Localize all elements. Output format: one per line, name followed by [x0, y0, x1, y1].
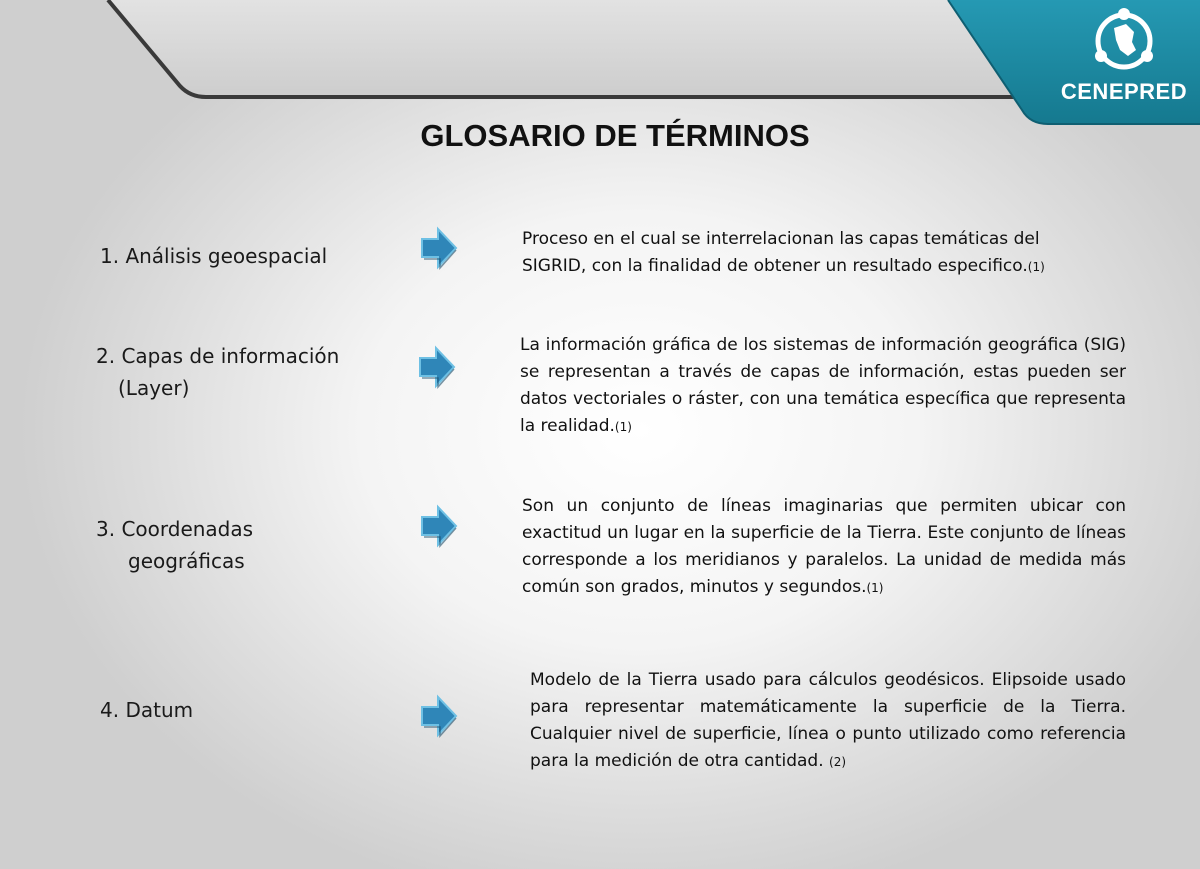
term-name [96, 340, 339, 404]
term-definition [522, 226, 1082, 281]
term-definition [530, 667, 1126, 776]
arrow-right-icon [420, 226, 458, 270]
arrow-right-icon [420, 694, 458, 738]
page-title: GLOSARIO DE TÉRMINOS [420, 118, 810, 153]
definition-text: Son un conjunto de líneas imaginarias que permiten ubicar con exactitud un lugar en la superficie de la Tierra. Este conjunto de líneas corresponde a los meridianos y paralelos. La unidad de medida más común son grados, minutos y segundos. [522, 496, 1126, 597]
term-name [100, 240, 327, 272]
term-definition [522, 493, 1126, 602]
term-definition [520, 332, 1126, 441]
arrow-right-icon [420, 504, 458, 548]
reference-mark: (1) [866, 581, 884, 595]
reference-mark: (1) [614, 420, 632, 434]
term-name-line1: 1. Análisis geoespacial [100, 244, 328, 268]
definition-text: La información gráfica de los sistemas de información geográfica (SIG) se representan a través de capas de información, estas pueden ser datos vectoriales o ráster, con una temática específica que representa la realidad. [520, 335, 1126, 436]
reference-mark: (1) [1027, 260, 1045, 274]
term-name-line2: geográficas [128, 549, 245, 573]
term-name [96, 513, 253, 577]
definition-text: Proceso en el cual se interrelacionan las capas temáticas del SIGRID, con la finalidad de obtener un resultado especifico. [522, 229, 1040, 276]
cenepred-emblem-icon [1090, 6, 1158, 74]
term-name-line1: 2. Capas de información [96, 344, 340, 368]
term-name [100, 694, 193, 726]
term-name-line1: 4. Datum [100, 698, 194, 722]
definition-text: Modelo de la Tierra usado para cálculos geodésicos. Elipsoide usado para representar matemáticamente la superficie de la Tierra. Cualquier nivel de superficie, línea o punto utilizado como referencia para la medición de otra cantidad. [530, 670, 1126, 771]
arrow-right-icon [418, 345, 456, 389]
term-name-line2: (Layer) [118, 376, 190, 400]
logo-text: CENEPRED [1060, 79, 1188, 104]
term-name-line1: 3. Coordenadas [96, 517, 254, 541]
reference-mark: (2) [829, 755, 847, 769]
